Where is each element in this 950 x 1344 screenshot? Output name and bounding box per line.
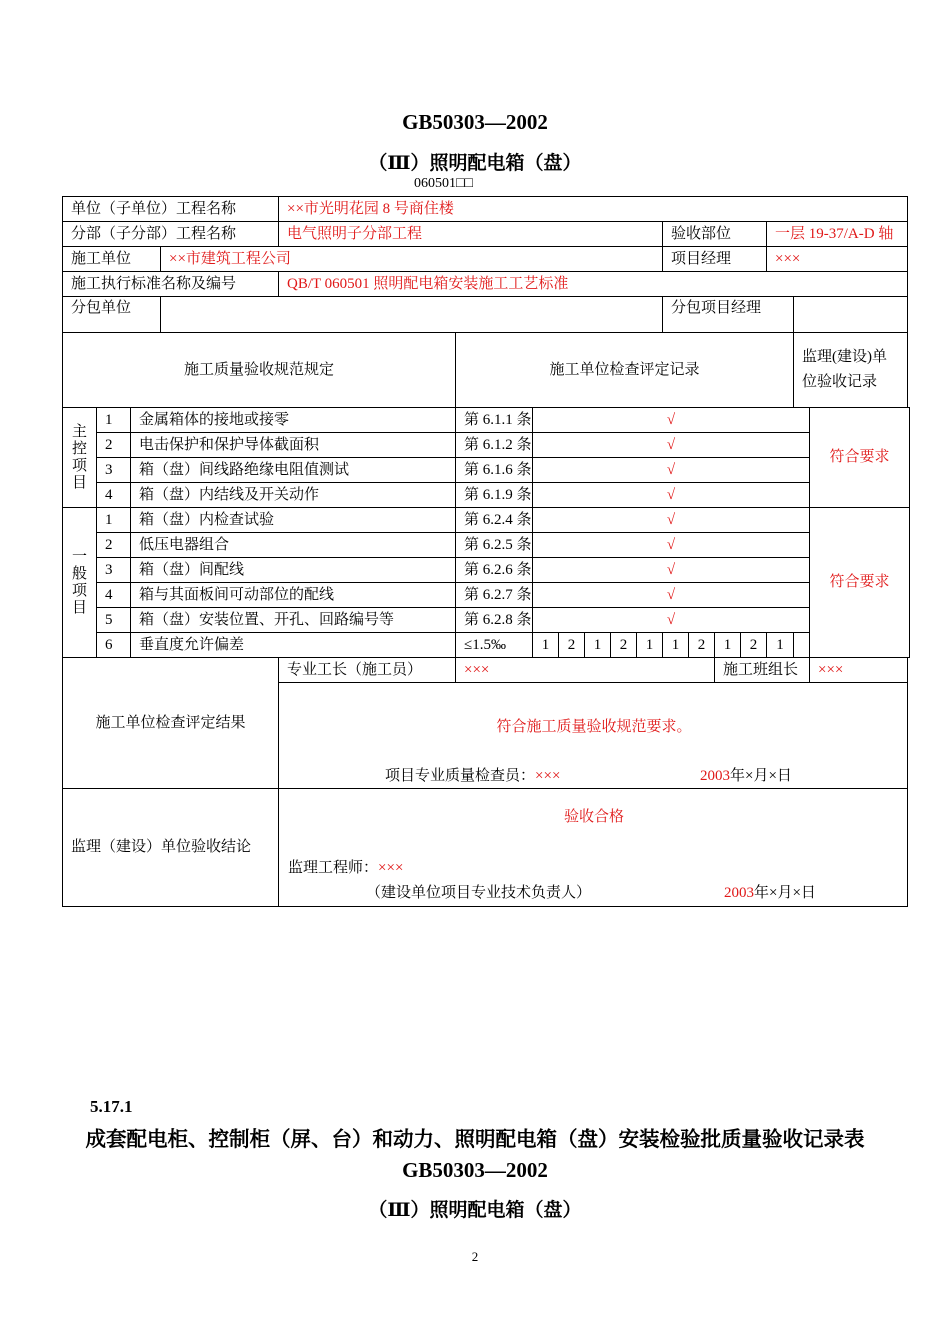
supervision-result-label: 监理（建设）单位验收结论: [63, 789, 279, 907]
deviation-row: [63, 633, 910, 658]
item-number: 3: [97, 558, 131, 583]
item-name: 箱（盘）间配线: [131, 558, 456, 583]
column-header-row: [63, 333, 910, 408]
section-standard-code: GB50303—2002: [402, 1158, 548, 1182]
item-number: 5: [97, 608, 131, 633]
standard-value: QB/T 060501 照明配电箱安装施工工艺标准: [279, 272, 908, 297]
item-number: 2: [97, 533, 131, 558]
deviation-value: 2: [689, 633, 715, 658]
contractor-date: 2003年×月×日: [700, 768, 792, 784]
item-number: 2: [97, 433, 131, 458]
project-manager-value: ×××: [767, 247, 908, 272]
check-mark: √: [533, 533, 810, 558]
item-number: 4: [97, 583, 131, 608]
item-number: 6: [97, 633, 131, 658]
item-clause: 第 6.1.6 条: [456, 458, 533, 483]
subproject-value: 电气照明子分部工程: [279, 222, 663, 247]
project-manager-label: 项目经理: [663, 247, 767, 272]
deviation-value: 2: [559, 633, 585, 658]
contractor-result-head-row: [63, 658, 910, 683]
item-clause: 第 6.1.9 条: [456, 483, 533, 508]
deviation-limit: ≤1.5‰: [456, 633, 533, 658]
general-items-label: 一 般 项 目: [63, 508, 97, 658]
inspection-table: [62, 196, 910, 907]
item-clause: 第 6.2.5 条: [456, 533, 533, 558]
table-row: [63, 508, 910, 533]
project-name-label: 单位（子单位）工程名称: [63, 197, 279, 222]
item-number: 1: [97, 408, 131, 433]
main-control-label: 主 控 项 目: [63, 408, 97, 508]
sub-pm-value: [794, 297, 908, 333]
subcontractor-value: [161, 297, 663, 333]
form-number: 060501□□: [414, 176, 473, 191]
item-number: 1: [97, 508, 131, 533]
owner-note: （建设单位项目专业技术负责人）: [366, 885, 592, 901]
check-mark: √: [533, 608, 810, 633]
table-row: [63, 433, 910, 458]
table-row: [63, 583, 910, 608]
team-leader-value: ×××: [810, 658, 908, 683]
supervising-engineer: 监理工程师：×××: [288, 860, 404, 876]
main-control-result: 符合要求: [810, 408, 910, 508]
table-row: [63, 408, 910, 433]
contractor-result-body: [279, 683, 908, 789]
item-clause: 第 6.1.2 条: [456, 433, 533, 458]
check-mark: √: [533, 508, 810, 533]
team-leader-label: 施工班组长: [715, 658, 810, 683]
project-name-row: [63, 197, 910, 222]
accept-part-value: 一层 19-37/A-D 轴: [767, 222, 908, 247]
contractor-value: ××市建筑工程公司: [161, 247, 663, 272]
item-name: 箱（盘）内检查试验: [131, 508, 456, 533]
quality-inspector: 项目专业质量检查员：×××: [385, 768, 561, 784]
section-title: 成套配电柜、控制柜（屏、台）和动力、照明配电箱（盘）安装检验批质量验收记录表: [85, 1129, 865, 1151]
supervision-column-header: 监理(建设)单位验收记录: [794, 333, 908, 408]
item-name: 箱与其面板间可动部位的配线: [131, 583, 456, 608]
item-number: 4: [97, 483, 131, 508]
subcontractor-row: [63, 297, 910, 333]
spec-column-header: 施工质量验收规范规定: [63, 333, 456, 408]
standard-row: [63, 272, 910, 297]
contractor-conclusion: 符合施工质量验收规范要求。: [496, 719, 692, 735]
accept-part-label: 验收部位: [663, 222, 767, 247]
record-column-header: 施工单位检查评定记录: [456, 333, 794, 408]
item-clause: 第 6.1.1 条: [456, 408, 533, 433]
deviation-value: 2: [741, 633, 767, 658]
item-clause: 第 6.2.6 条: [456, 558, 533, 583]
contractor-label: 施工单位: [63, 247, 161, 272]
standard-label: 施工执行标准名称及编号: [63, 272, 279, 297]
contractor-result-label: 施工单位检查评定结果: [63, 658, 279, 789]
project-name-value: ××市光明花园 8 号商住楼: [279, 197, 908, 222]
table-row: [63, 458, 910, 483]
foreman-value: ×××: [456, 658, 715, 683]
item-name: 电击保护和保护导体截面积: [131, 433, 456, 458]
item-clause: 第 6.2.8 条: [456, 608, 533, 633]
foreman-label: 专业工长（施工员）: [279, 658, 456, 683]
item-clause: 第 6.2.4 条: [456, 508, 533, 533]
deviation-value: 1: [663, 633, 689, 658]
deviation-value: 1: [585, 633, 611, 658]
supervision-date: 2003年×月×日: [724, 885, 816, 901]
subcontractor-label: 分包单位: [63, 297, 161, 333]
contractor-row: [63, 247, 910, 272]
deviation-value: 2: [611, 633, 637, 658]
standard-code: GB50303—2002: [402, 110, 548, 134]
check-mark: √: [533, 408, 810, 433]
check-mark: √: [533, 583, 810, 608]
check-mark: √: [533, 558, 810, 583]
section-subtitle: （Ⅲ）照明配电箱（盘）: [368, 1200, 582, 1221]
check-mark: √: [533, 458, 810, 483]
deviation-value: 1: [533, 633, 559, 658]
item-name: 垂直度允许偏差: [131, 633, 456, 658]
table-row: [63, 533, 910, 558]
page-number: 2: [471, 1249, 479, 1264]
general-items-result: 符合要求: [810, 508, 910, 658]
item-name: 金属箱体的接地或接零: [131, 408, 456, 433]
item-clause: 第 6.2.7 条: [456, 583, 533, 608]
item-name: 箱（盘）安装位置、开孔、回路编号等: [131, 608, 456, 633]
deviation-value: 1: [715, 633, 741, 658]
supervision-conclusion: 验收合格: [564, 809, 625, 825]
table-row: [63, 608, 910, 633]
item-name: 箱（盘）内结线及开关动作: [131, 483, 456, 508]
check-mark: √: [533, 483, 810, 508]
deviation-value: 1: [767, 633, 794, 658]
sub-pm-label: 分包项目经理: [663, 297, 794, 333]
item-name: 箱（盘）间线路绝缘电阻值测试: [131, 458, 456, 483]
table-row: [63, 483, 910, 508]
form-title: （Ⅲ）照明配电箱（盘）: [368, 153, 582, 174]
supervision-result-row: [63, 789, 910, 907]
item-name: 低压电器组合: [131, 533, 456, 558]
subproject-row: [63, 222, 910, 247]
check-mark: √: [533, 433, 810, 458]
subproject-label: 分部（子分部）工程名称: [63, 222, 279, 247]
table-row: [63, 558, 910, 583]
deviation-value: 1: [637, 633, 663, 658]
section-number: 5.17.1: [90, 1097, 133, 1116]
supervision-result-body: [279, 789, 908, 907]
item-number: 3: [97, 458, 131, 483]
